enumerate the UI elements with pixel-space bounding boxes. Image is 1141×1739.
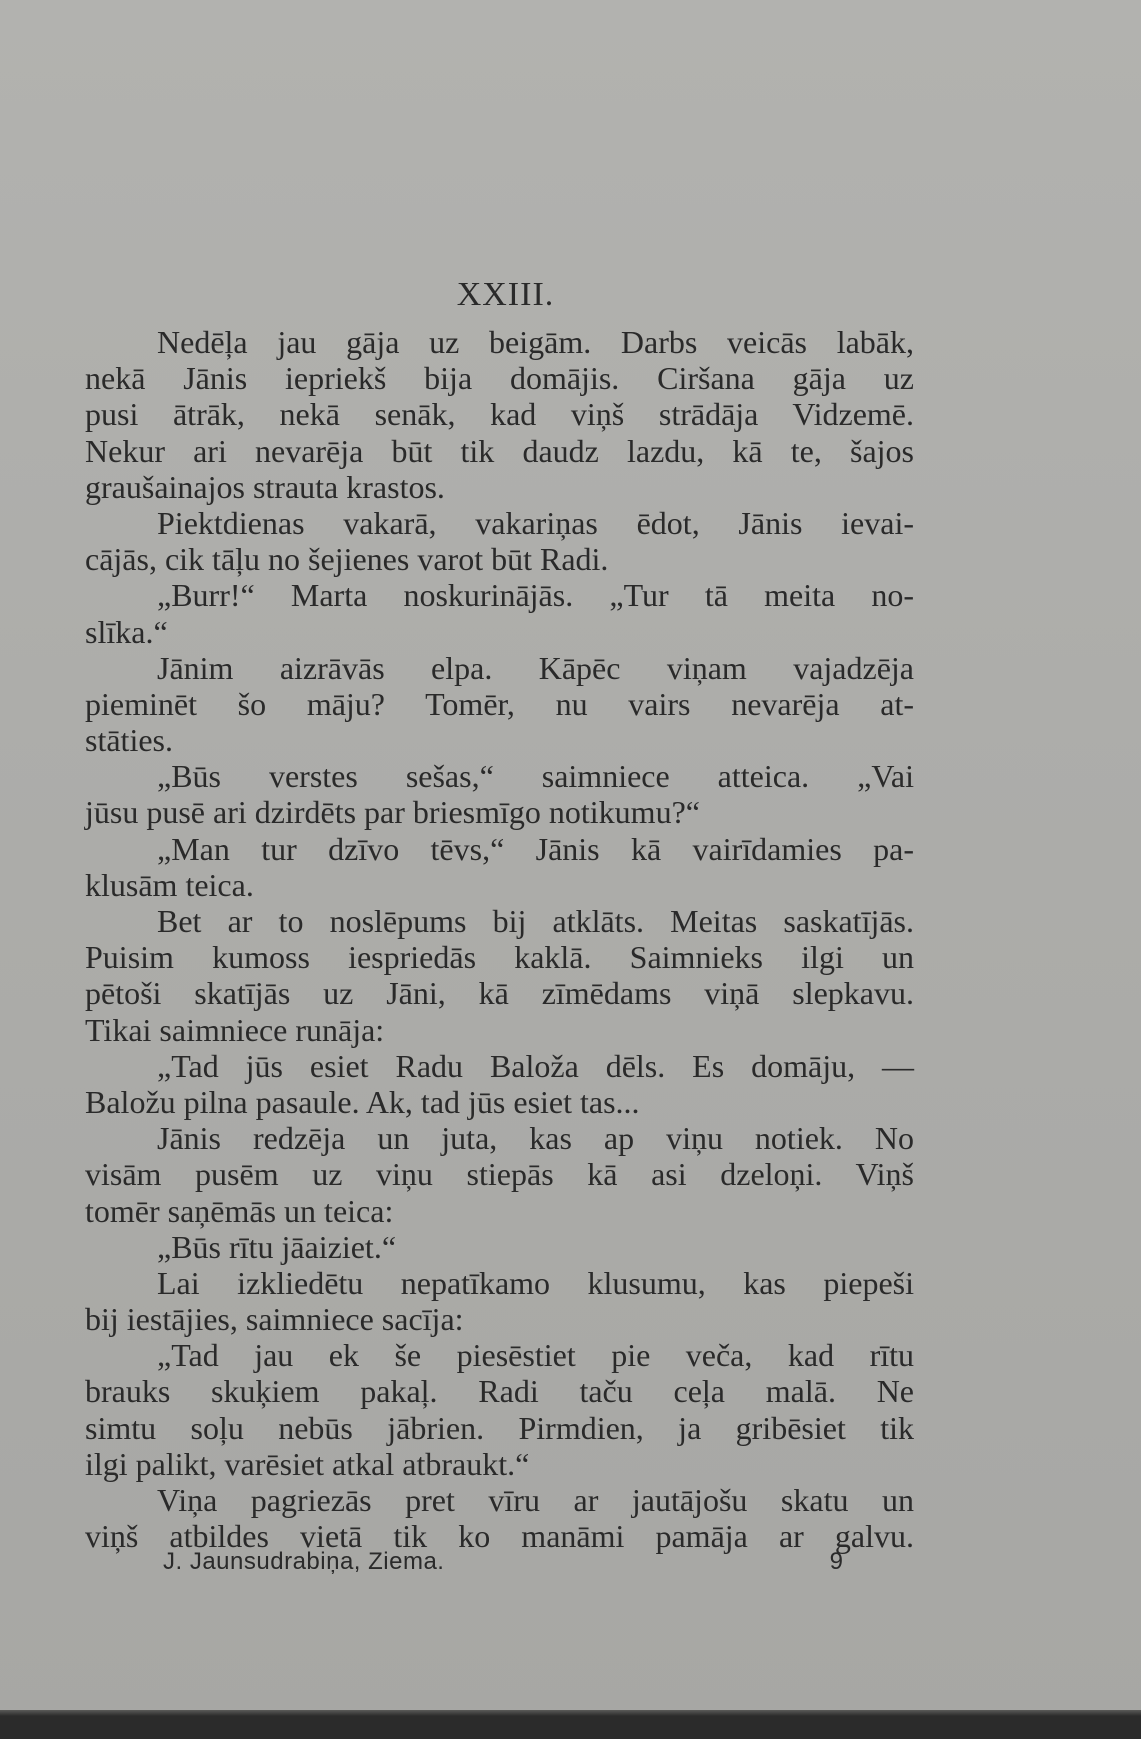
- text-line: Puisim kumoss iespriedās kaklā. Saimnieks ilgi un: [85, 939, 914, 976]
- text-line: tomēr saņēmās un teica:: [85, 1192, 394, 1229]
- body-text: [85, 324, 914, 1554]
- text-line: „Būs rītu jāaiziet.“: [157, 1228, 397, 1265]
- text-line: visām pusēm uz viņu stiepās kā asi dzeloņi. Viņš: [85, 1156, 914, 1193]
- text-line: „Tad jau ek še piesēstiet pie veča, kad rītu: [157, 1337, 914, 1374]
- text-line: cājās, cik tāļu no šejienes varot būt Radi.: [85, 541, 609, 578]
- page-footer: [163, 1548, 843, 1578]
- text-line: Baložu pilna pasaule. Ak, tad jūs esiet tas...: [85, 1083, 640, 1120]
- text-line: bij iestājies, saimniece sacīja:: [85, 1301, 464, 1338]
- text-line: stāties.: [85, 722, 173, 759]
- text-line: „Tad jūs esiet Radu Baloža dēls. Es domāju, —: [157, 1047, 914, 1084]
- page-number: 9: [829, 1548, 843, 1575]
- text-line: pieminēt šo māju? Tomēr, nu vairs nevarēja at-: [85, 685, 914, 722]
- text-line: Viņa pagriezās pret vīru ar jautājošu skatu un: [157, 1482, 914, 1518]
- signature-mark: J. Jaunsudrabiņa, Ziema.: [163, 1548, 445, 1575]
- text-line: Nekur ari nevarēja būt tik daudz lazdu, kā te, šajos: [85, 432, 914, 469]
- text-line: Bet ar to noslēpums bij atklāts. Meitas saskatījās.: [157, 903, 914, 939]
- text-line: simtu soļu nebūs jābrien. Pirmdien, ja gribēsiet tik: [85, 1409, 914, 1446]
- chapter-heading: XXIII.: [456, 276, 555, 313]
- text-line: „Burr!“ Marta noskurinājās. „Tur tā meita no-: [157, 577, 914, 614]
- text-line: klusām teica.: [85, 866, 254, 903]
- text-line: Tikai saimniece runāja:: [85, 1011, 385, 1048]
- text-line: Lai izkliedētu nepatīkamo klusumu, kas piepeši: [157, 1264, 914, 1301]
- text-line: slīka.“: [85, 613, 168, 650]
- text-line: Jānim aizrāvās elpa. Kāpēc viņam vajadzēja: [157, 649, 914, 686]
- text-line: nekā Jānis iepriekš bija domājis. Ciršana gāja uz: [85, 360, 914, 397]
- text-line: viņš atbildes vietā tik ko manāmi pamāja ar galvu.: [85, 1518, 914, 1555]
- text-line: ilgi palikt, varēsiet atkal atbraukt.“: [85, 1445, 530, 1482]
- scan-edge-shadow: [0, 1710, 1141, 1739]
- text-line: Jānis redzēja un juta, kas ap viņu notiek. No: [157, 1120, 914, 1157]
- text-line: brauks skuķiem pakaļ. Radi taču ceļa malā. Ne: [85, 1373, 914, 1410]
- text-line: Nedēļa jau gāja uz beigām. Darbs veicās labāk,: [157, 324, 914, 360]
- text-line: Piektdienas vakarā, vakariņas ēdot, Jānis ievai-: [157, 504, 914, 541]
- text-line: graušainajos strauta krastos.: [85, 468, 445, 505]
- page-text-block: [85, 270, 914, 1554]
- text-line: pētoši skatījās uz Jāni, kā zīmēdams viņā slepkavu.: [85, 975, 914, 1012]
- text-line: jūsu pusē ari dzirdēts par briesmīgo notikumu?“: [85, 794, 700, 831]
- text-line: „Man tur dzīvo tēvs,“ Jānis kā vairīdamies pa-: [157, 830, 914, 867]
- text-line: pusi ātrāk, nekā senāk, kad viņš strādāja Vidzemē.: [85, 396, 914, 433]
- text-line: „Būs verstes sešas,“ saimniece atteica. „Vai: [157, 758, 914, 795]
